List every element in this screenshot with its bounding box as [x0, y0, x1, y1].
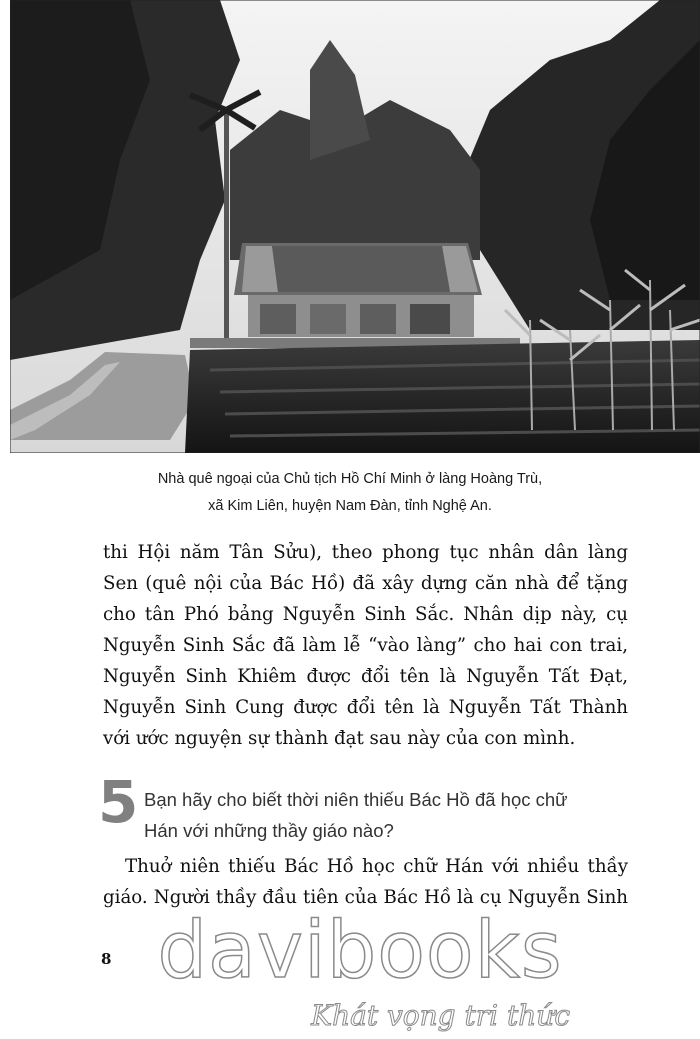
paragraph-line: cho tân Phó bảng Nguyễn Sinh Sắc. Nhân dịp này, cụ — [103, 604, 628, 625]
question-line-1: Bạn hãy cho biết thời niên thiếu Bác Hồ đã học chữ — [144, 789, 568, 810]
paragraph-line: thi Hội năm Tân Sửu), theo phong tục nhân dân làng — [103, 542, 628, 563]
paragraph-line: giáo. Người thầy đầu tiên của Bác Hồ là cụ Nguyễn Sinh — [103, 887, 628, 908]
paragraph-line: Sen (quê nội của Bác Hồ) đã xây dựng căn nhà để tặng — [103, 573, 628, 594]
photo-house-garden — [10, 0, 700, 453]
page-number: 8 — [101, 950, 112, 968]
paragraph-1 — [103, 537, 628, 754]
question-number: 5 — [98, 768, 139, 836]
paragraph-line: Nguyễn Sinh Sắc đã làm lễ “vào làng” cho hai con trai, — [103, 635, 628, 656]
question-heading — [144, 784, 568, 846]
photo-caption — [120, 466, 580, 520]
caption-line-2: xã Kim Liên, huyện Nam Đàn, tỉnh Nghệ An. — [208, 498, 492, 514]
watermark-slogan: Khát vọng tri thức — [311, 999, 570, 1032]
question-line-2: Hán với những thầy giáo nào? — [144, 820, 394, 841]
paragraph-2 — [103, 851, 628, 913]
caption-line-1: Nhà quê ngoại của Chủ tịch Hồ Chí Minh ở làng Hoàng Trù, — [157, 471, 543, 487]
paragraph-line: với ước nguyện sự thành đạt sau này của con mình. — [103, 728, 576, 749]
paragraph-line: Nguyễn Sinh Khiêm được đổi tên là Nguyễn Tất Đạt, — [103, 666, 628, 687]
watermark-logo: davibooks — [157, 906, 563, 996]
paragraph-line: Thuở niên thiếu Bác Hồ học chữ Hán với nhiều thầy — [125, 856, 628, 877]
paragraph-line: Nguyễn Sinh Cung được đổi tên là Nguyễn Tất Thành — [103, 697, 628, 718]
